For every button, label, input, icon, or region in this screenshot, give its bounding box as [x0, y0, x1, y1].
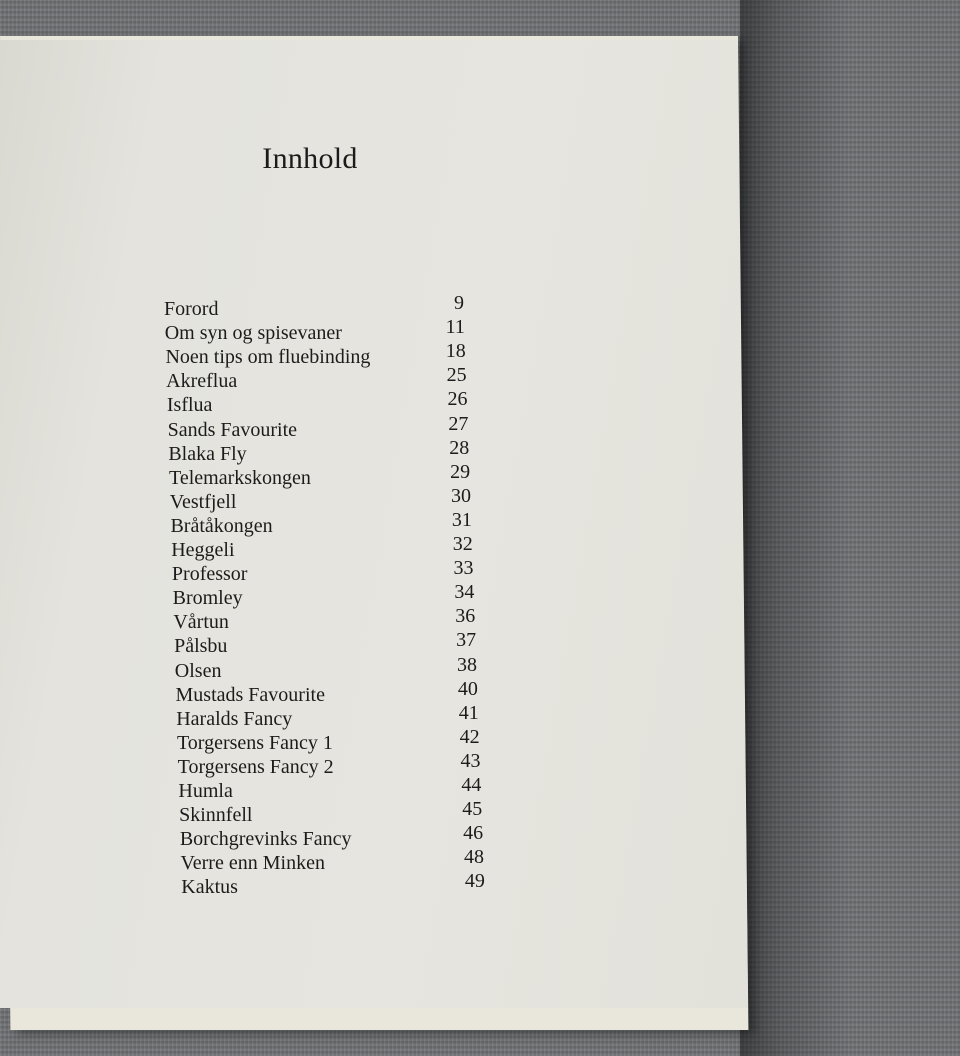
- toc-entry-page-number: 48: [463, 846, 484, 869]
- toc-entry-page-number: 29: [450, 460, 471, 483]
- toc-entry-page-number: 42: [459, 725, 480, 748]
- toc-entry-page-number: 31: [451, 508, 472, 531]
- toc-entry-page-number: 33: [453, 557, 474, 580]
- toc-entry-page-number: 30: [450, 484, 471, 507]
- toc-entry-title: Telemarkskongen: [169, 466, 311, 489]
- toc-entry-page-number: 38: [457, 653, 478, 676]
- toc-entry-title: Noen tips om fluebinding: [165, 346, 371, 369]
- toc-entry-title: Bromley: [172, 587, 243, 610]
- toc-entry-title: Akreflua: [166, 370, 238, 393]
- fabric-background: [740, 0, 960, 1056]
- toc-entry-title: Pålsbu: [174, 635, 228, 658]
- toc-entry-title: Om syn og spisevaner: [164, 322, 342, 345]
- toc-entry-page-number: 27: [448, 412, 469, 435]
- toc-entry-title: Kaktus: [181, 876, 238, 899]
- toc-entry-title: Blaka Fly: [168, 442, 247, 465]
- page-title: Innhold: [262, 142, 358, 175]
- toc-entry-title: Borchgrevinks Fancy: [179, 828, 352, 851]
- toc-entry-title: Verre enn Minken: [180, 852, 325, 875]
- toc-entry: [181, 870, 511, 900]
- toc-entry-page-number: 44: [461, 774, 482, 796]
- toc-entry-page-number: 37: [456, 629, 477, 652]
- toc-entry-title: Isflua: [166, 394, 213, 417]
- toc-entry-page-number: 11: [445, 316, 465, 339]
- toc-entry-page-number: 25: [446, 364, 467, 387]
- toc-entry-page-number: 46: [463, 822, 484, 845]
- toc-entry-page-number: 45: [462, 798, 483, 821]
- toc-entry-title: Bråtåkongen: [170, 514, 273, 537]
- toc-entry-title: Vestfjell: [169, 490, 237, 513]
- toc-entry-page-number: 34: [454, 581, 475, 604]
- toc-entry-page-number: 32: [452, 533, 473, 555]
- toc-entry-page-number: 43: [460, 749, 481, 772]
- toc-entry-title: Olsen: [174, 659, 222, 682]
- toc-entry-title: Torgersens Fancy 2: [177, 755, 334, 778]
- toc-entry-title: Humla: [178, 780, 233, 802]
- toc-entry-page-number: 28: [449, 436, 470, 459]
- toc-entry-page-number: 36: [455, 605, 476, 628]
- toc-entry-page-number: 49: [464, 870, 485, 893]
- toc-entry-page-number: 40: [457, 677, 478, 700]
- toc-entry-title: Professor: [171, 563, 248, 586]
- toc-entry-page-number: 41: [458, 701, 479, 724]
- toc-entry-title: Sands Favourite: [167, 418, 298, 441]
- toc-entry-title: Mustads Favourite: [175, 683, 325, 706]
- toc-entry-title: Skinnfell: [179, 804, 253, 827]
- toc-entry-title: Forord: [164, 298, 219, 320]
- toc-entry-page-number: 18: [445, 340, 466, 363]
- toc-entry-title: Haralds Fancy: [176, 707, 293, 730]
- toc-entry-title: Vårtun: [173, 611, 229, 634]
- toc-entry-title: Torgersens Fancy 1: [176, 731, 333, 754]
- toc-entry-page-number: 9: [454, 292, 464, 314]
- toc-entry-title: Heggeli: [171, 539, 235, 561]
- toc-entry-page-number: 26: [447, 388, 468, 411]
